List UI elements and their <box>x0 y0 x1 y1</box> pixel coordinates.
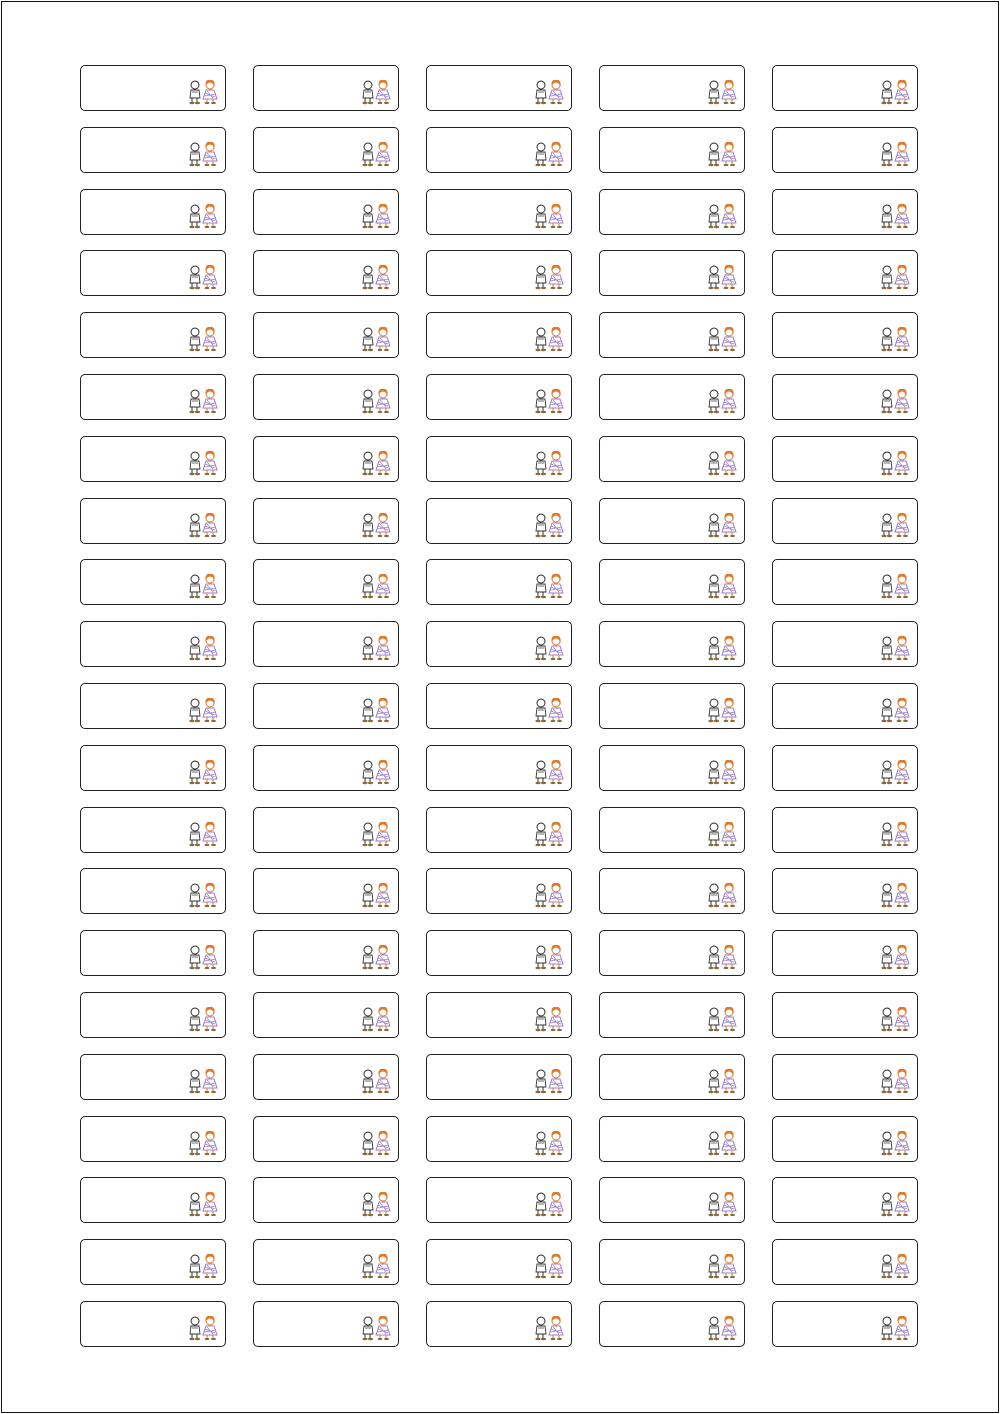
children-clipart-icon <box>532 512 566 538</box>
address-label <box>772 127 918 173</box>
address-label <box>80 436 226 482</box>
children-clipart-icon <box>705 759 739 785</box>
children-clipart-icon <box>878 759 912 785</box>
address-label <box>253 992 399 1038</box>
address-label <box>80 374 226 420</box>
children-clipart-icon <box>705 326 739 352</box>
address-label <box>80 498 226 544</box>
address-label <box>599 683 745 729</box>
address-label <box>599 621 745 667</box>
address-label <box>80 189 226 235</box>
children-clipart-icon <box>705 1068 739 1094</box>
address-label <box>599 189 745 235</box>
address-label <box>80 1116 226 1162</box>
address-label <box>772 1177 918 1223</box>
address-label <box>599 312 745 358</box>
address-label <box>772 559 918 605</box>
children-clipart-icon <box>878 1006 912 1032</box>
children-clipart-icon <box>359 1253 393 1279</box>
children-clipart-icon <box>532 573 566 599</box>
children-clipart-icon <box>878 512 912 538</box>
children-clipart-icon <box>878 450 912 476</box>
address-label <box>772 807 918 853</box>
address-label <box>426 621 572 667</box>
address-label <box>80 312 226 358</box>
address-label <box>599 127 745 173</box>
address-label <box>426 436 572 482</box>
address-label <box>426 1301 572 1347</box>
address-label <box>772 621 918 667</box>
children-clipart-icon <box>705 882 739 908</box>
children-clipart-icon <box>532 1006 566 1032</box>
children-clipart-icon <box>186 203 220 229</box>
address-label <box>80 250 226 296</box>
address-label <box>599 1116 745 1162</box>
children-clipart-icon <box>186 450 220 476</box>
address-label <box>426 807 572 853</box>
children-clipart-icon <box>359 1130 393 1156</box>
address-label <box>80 1239 226 1285</box>
children-clipart-icon <box>532 1191 566 1217</box>
address-label <box>80 807 226 853</box>
children-clipart-icon <box>878 1130 912 1156</box>
children-clipart-icon <box>186 759 220 785</box>
address-label <box>599 1239 745 1285</box>
children-clipart-icon <box>359 1068 393 1094</box>
children-clipart-icon <box>705 944 739 970</box>
children-clipart-icon <box>878 264 912 290</box>
children-clipart-icon <box>705 1130 739 1156</box>
children-clipart-icon <box>186 388 220 414</box>
children-clipart-icon <box>186 79 220 105</box>
address-label <box>599 807 745 853</box>
children-clipart-icon <box>532 1130 566 1156</box>
children-clipart-icon <box>186 512 220 538</box>
address-label <box>426 930 572 976</box>
children-clipart-icon <box>532 944 566 970</box>
address-label <box>426 189 572 235</box>
children-clipart-icon <box>705 1253 739 1279</box>
address-label <box>426 868 572 914</box>
children-clipart-icon <box>878 326 912 352</box>
children-clipart-icon <box>359 697 393 723</box>
children-clipart-icon <box>705 1191 739 1217</box>
children-clipart-icon <box>186 141 220 167</box>
address-label <box>253 1116 399 1162</box>
children-clipart-icon <box>359 882 393 908</box>
address-label <box>426 745 572 791</box>
address-label <box>253 621 399 667</box>
children-clipart-icon <box>878 141 912 167</box>
address-label <box>80 930 226 976</box>
address-label <box>80 868 226 914</box>
children-clipart-icon <box>705 573 739 599</box>
address-label <box>599 745 745 791</box>
address-label <box>772 1116 918 1162</box>
address-label <box>772 498 918 544</box>
address-label <box>253 683 399 729</box>
address-label <box>772 250 918 296</box>
children-clipart-icon <box>878 944 912 970</box>
children-clipart-icon <box>359 1191 393 1217</box>
children-clipart-icon <box>359 450 393 476</box>
address-label <box>253 498 399 544</box>
address-label <box>426 992 572 1038</box>
children-clipart-icon <box>186 635 220 661</box>
children-clipart-icon <box>186 821 220 847</box>
address-label <box>80 65 226 111</box>
address-label <box>426 127 572 173</box>
children-clipart-icon <box>186 264 220 290</box>
children-clipart-icon <box>705 450 739 476</box>
address-label <box>599 559 745 605</box>
children-clipart-icon <box>878 1315 912 1341</box>
children-clipart-icon <box>359 635 393 661</box>
children-clipart-icon <box>878 635 912 661</box>
address-label <box>772 189 918 235</box>
children-clipart-icon <box>705 141 739 167</box>
address-label <box>599 1054 745 1100</box>
children-clipart-icon <box>359 326 393 352</box>
children-clipart-icon <box>878 79 912 105</box>
address-label <box>599 1301 745 1347</box>
address-label <box>599 868 745 914</box>
children-clipart-icon <box>532 1068 566 1094</box>
children-clipart-icon <box>359 264 393 290</box>
children-clipart-icon <box>878 1253 912 1279</box>
address-label <box>426 683 572 729</box>
address-label <box>599 65 745 111</box>
children-clipart-icon <box>359 573 393 599</box>
children-clipart-icon <box>359 1006 393 1032</box>
address-label <box>426 498 572 544</box>
children-clipart-icon <box>532 264 566 290</box>
address-label <box>80 1054 226 1100</box>
children-clipart-icon <box>705 512 739 538</box>
children-clipart-icon <box>186 882 220 908</box>
address-label <box>80 992 226 1038</box>
children-clipart-icon <box>878 203 912 229</box>
children-clipart-icon <box>705 388 739 414</box>
children-clipart-icon <box>532 635 566 661</box>
address-label <box>426 1054 572 1100</box>
children-clipart-icon <box>359 388 393 414</box>
address-label <box>772 1054 918 1100</box>
children-clipart-icon <box>532 450 566 476</box>
address-label <box>426 374 572 420</box>
address-label <box>426 312 572 358</box>
address-label <box>772 1301 918 1347</box>
children-clipart-icon <box>359 79 393 105</box>
children-clipart-icon <box>705 697 739 723</box>
children-clipart-icon <box>186 326 220 352</box>
address-label <box>426 1177 572 1223</box>
address-label <box>253 745 399 791</box>
label-sheet-page <box>1 1 999 1413</box>
children-clipart-icon <box>532 882 566 908</box>
children-clipart-icon <box>705 635 739 661</box>
children-clipart-icon <box>878 1191 912 1217</box>
children-clipart-icon <box>532 697 566 723</box>
children-clipart-icon <box>359 512 393 538</box>
children-clipart-icon <box>532 388 566 414</box>
children-clipart-icon <box>186 1068 220 1094</box>
children-clipart-icon <box>186 1130 220 1156</box>
children-clipart-icon <box>705 1006 739 1032</box>
children-clipart-icon <box>186 1191 220 1217</box>
children-clipart-icon <box>532 1315 566 1341</box>
children-clipart-icon <box>705 264 739 290</box>
children-clipart-icon <box>532 141 566 167</box>
address-label <box>772 436 918 482</box>
address-label <box>80 1177 226 1223</box>
address-label <box>772 374 918 420</box>
address-label <box>80 127 226 173</box>
children-clipart-icon <box>186 1315 220 1341</box>
address-label <box>599 250 745 296</box>
children-clipart-icon <box>532 203 566 229</box>
address-label <box>80 559 226 605</box>
address-label <box>772 1239 918 1285</box>
children-clipart-icon <box>705 821 739 847</box>
address-label <box>772 930 918 976</box>
address-label <box>253 1239 399 1285</box>
address-label <box>253 930 399 976</box>
address-label <box>253 1054 399 1100</box>
children-clipart-icon <box>878 1068 912 1094</box>
address-label <box>772 992 918 1038</box>
address-label <box>253 1177 399 1223</box>
address-label <box>80 683 226 729</box>
children-clipart-icon <box>186 1253 220 1279</box>
address-label <box>772 868 918 914</box>
children-clipart-icon <box>359 1315 393 1341</box>
address-label <box>599 498 745 544</box>
children-clipart-icon <box>186 573 220 599</box>
children-clipart-icon <box>532 821 566 847</box>
address-label <box>80 1301 226 1347</box>
children-clipart-icon <box>359 944 393 970</box>
children-clipart-icon <box>878 821 912 847</box>
address-label <box>253 436 399 482</box>
address-label <box>426 250 572 296</box>
address-label <box>772 745 918 791</box>
address-label <box>599 992 745 1038</box>
children-clipart-icon <box>359 203 393 229</box>
children-clipart-icon <box>878 573 912 599</box>
children-clipart-icon <box>532 79 566 105</box>
children-clipart-icon <box>186 697 220 723</box>
children-clipart-icon <box>186 944 220 970</box>
address-label <box>253 250 399 296</box>
address-label <box>426 65 572 111</box>
address-label <box>426 1116 572 1162</box>
address-label <box>253 312 399 358</box>
address-label <box>80 621 226 667</box>
children-clipart-icon <box>532 326 566 352</box>
children-clipart-icon <box>186 1006 220 1032</box>
children-clipart-icon <box>532 759 566 785</box>
address-label <box>426 1239 572 1285</box>
address-label <box>772 65 918 111</box>
children-clipart-icon <box>878 388 912 414</box>
address-label <box>599 374 745 420</box>
children-clipart-icon <box>705 203 739 229</box>
address-label <box>80 745 226 791</box>
children-clipart-icon <box>878 882 912 908</box>
children-clipart-icon <box>705 1315 739 1341</box>
label-grid <box>2 2 998 1412</box>
address-label <box>253 868 399 914</box>
children-clipart-icon <box>532 1253 566 1279</box>
address-label <box>772 312 918 358</box>
address-label <box>253 127 399 173</box>
children-clipart-icon <box>359 759 393 785</box>
children-clipart-icon <box>705 79 739 105</box>
address-label <box>253 189 399 235</box>
address-label <box>599 436 745 482</box>
children-clipart-icon <box>359 821 393 847</box>
address-label <box>599 930 745 976</box>
address-label <box>253 559 399 605</box>
address-label <box>599 1177 745 1223</box>
address-label <box>253 807 399 853</box>
children-clipart-icon <box>878 697 912 723</box>
address-label <box>426 559 572 605</box>
children-clipart-icon <box>359 141 393 167</box>
address-label <box>253 65 399 111</box>
address-label <box>253 374 399 420</box>
address-label <box>253 1301 399 1347</box>
address-label <box>772 683 918 729</box>
